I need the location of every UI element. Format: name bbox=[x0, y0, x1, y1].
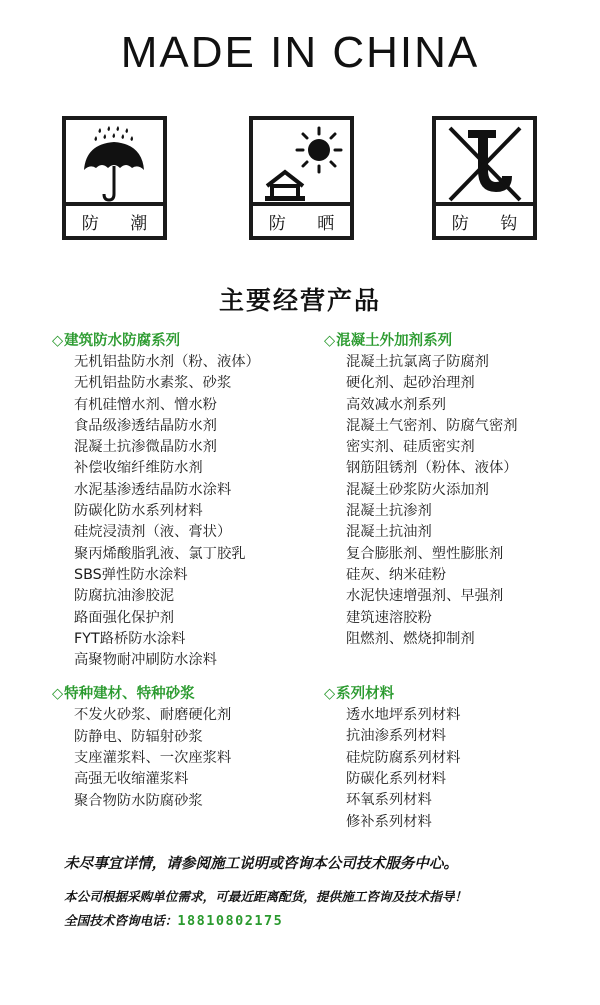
section-title-text: 建筑防水防腐系列 bbox=[64, 333, 181, 349]
list-item: 密实剂、硅质密实剂 bbox=[346, 439, 475, 456]
list-item: 环氧系列材料 bbox=[346, 792, 432, 809]
sun-house-icon bbox=[253, 120, 350, 206]
list-item: 水泥快速增强剂、早强剂 bbox=[346, 588, 504, 605]
list-item: 聚合物防水防腐砂浆 bbox=[74, 792, 203, 809]
list-item: 水泥基渗透结晶防水涂料 bbox=[74, 481, 232, 498]
list-item: 硅灰、纳米硅粉 bbox=[346, 566, 447, 583]
page-title: MADE IN CHINA bbox=[120, 28, 480, 77]
section-title-text: 系列材料 bbox=[336, 686, 395, 703]
list-item: 无机铝盐防水剂（粉、液体） bbox=[74, 354, 260, 370]
list-item: FYT路桥防水涂料 bbox=[74, 630, 186, 647]
list-item: 聚丙烯酸脂乳液、氯丁胶乳 bbox=[74, 545, 246, 562]
list-item: 防碳化防水系列材料 bbox=[74, 503, 203, 520]
list-item: 高聚物耐冲刷防水涂料 bbox=[74, 652, 217, 669]
list-item: 抗油渗系列材料 bbox=[346, 728, 447, 745]
section-title-text: 混凝土外加剂系列 bbox=[336, 333, 453, 349]
phone-number: 18810802175 bbox=[177, 913, 284, 929]
no-hook-icon bbox=[436, 120, 533, 206]
section-title bbox=[52, 330, 322, 352]
footer-note: 未尽事宜详情，请参阅施工说明或咨询本公司技术服务中心。 bbox=[64, 855, 459, 872]
icon-caption bbox=[253, 202, 350, 236]
list-item: 混凝土抗渗微晶防水剂 bbox=[74, 439, 217, 456]
right-product-column bbox=[324, 330, 594, 833]
moisture-proof-symbol bbox=[62, 116, 167, 240]
list-item: SBS弹性防水涂料 bbox=[74, 566, 188, 583]
diamond-icon: ◇ bbox=[52, 686, 64, 703]
list-item: 建筑速溶胶粉 bbox=[346, 609, 432, 626]
section-title-text: 特种建材、特种砂浆 bbox=[64, 686, 195, 703]
list-item: 有机硅憎水剂、憎水粉 bbox=[74, 396, 217, 413]
list-item: 混凝土抗渗剂 bbox=[346, 503, 432, 520]
caption-char: 防 bbox=[81, 213, 99, 234]
list-item: 混凝土砂浆防火添加剂 bbox=[346, 481, 489, 498]
list-item: 硅烷防腐系列材料 bbox=[346, 749, 461, 766]
caption-char: 潮 bbox=[130, 213, 148, 234]
product-section bbox=[52, 330, 322, 671]
list-item: 不发火砂浆、耐磨硬化剂 bbox=[74, 707, 232, 724]
icon-caption bbox=[66, 202, 163, 236]
list-item: 硅烷浸渍剂（液、膏状） bbox=[74, 524, 232, 541]
list-item: 混凝土抗油剂 bbox=[346, 524, 432, 541]
list-item: 透水地坪系列材料 bbox=[346, 707, 461, 724]
caption-char: 钩 bbox=[500, 213, 518, 234]
product-section bbox=[324, 330, 594, 650]
list-item: 路面强化保护剂 bbox=[74, 609, 175, 626]
product-section bbox=[52, 683, 322, 811]
umbrella-rain-icon bbox=[66, 120, 163, 206]
list-item: 防腐抗油渗胶泥 bbox=[74, 588, 175, 605]
list-item: 高强无收缩灌浆料 bbox=[74, 771, 189, 788]
hotline-label: 全国技术咨询电话： bbox=[64, 913, 178, 928]
section-title bbox=[324, 330, 594, 352]
list-item: 防碳化系列材料 bbox=[346, 771, 447, 788]
footer-hotline bbox=[64, 910, 594, 929]
list-item: 混凝土气密剂、防腐气密剂 bbox=[346, 417, 518, 434]
diamond-icon: ◇ bbox=[324, 686, 336, 703]
icon-caption bbox=[436, 202, 533, 236]
hook-proof-symbol bbox=[432, 116, 537, 240]
list-item: 复合膨胀剂、塑性膨胀剂 bbox=[346, 545, 504, 562]
section-title bbox=[52, 683, 322, 705]
diamond-icon: ◇ bbox=[324, 333, 336, 349]
list-item: 补偿收缩纤维防水剂 bbox=[74, 460, 203, 477]
diamond-icon: ◇ bbox=[52, 333, 64, 349]
list-item: 无机铝盐防水素浆、砂浆 bbox=[74, 375, 232, 392]
caption-char: 防 bbox=[268, 213, 286, 234]
list-item: 高效减水剂系列 bbox=[346, 396, 447, 413]
list-item: 钢筋阻锈剂（粉体、液体） bbox=[346, 460, 518, 477]
list-item: 阻燃剂、燃烧抑制剂 bbox=[346, 630, 475, 647]
caption-char: 晒 bbox=[317, 213, 335, 234]
caption-char: 防 bbox=[451, 213, 469, 234]
list-item: 硬化剂、起砂治理剂 bbox=[346, 375, 475, 392]
left-product-column bbox=[52, 330, 322, 812]
list-item: 食品级渗透结晶防水剂 bbox=[74, 417, 217, 434]
list-item: 防静电、防辐射砂浆 bbox=[74, 728, 203, 745]
products-heading: 主要经营产品 bbox=[218, 286, 381, 315]
product-section bbox=[324, 683, 594, 833]
list-item: 支座灌浆料、一次座浆料 bbox=[74, 750, 232, 767]
footer-service-note: 本公司根据采购单位需求，可最近距离配货，提供施工咨询及技术指导！ bbox=[64, 889, 467, 904]
section-title bbox=[324, 683, 594, 705]
list-item: 混凝土抗氯离子防腐剂 bbox=[346, 354, 489, 370]
sun-proof-symbol bbox=[249, 116, 354, 240]
list-item: 修补系列材料 bbox=[346, 813, 432, 830]
